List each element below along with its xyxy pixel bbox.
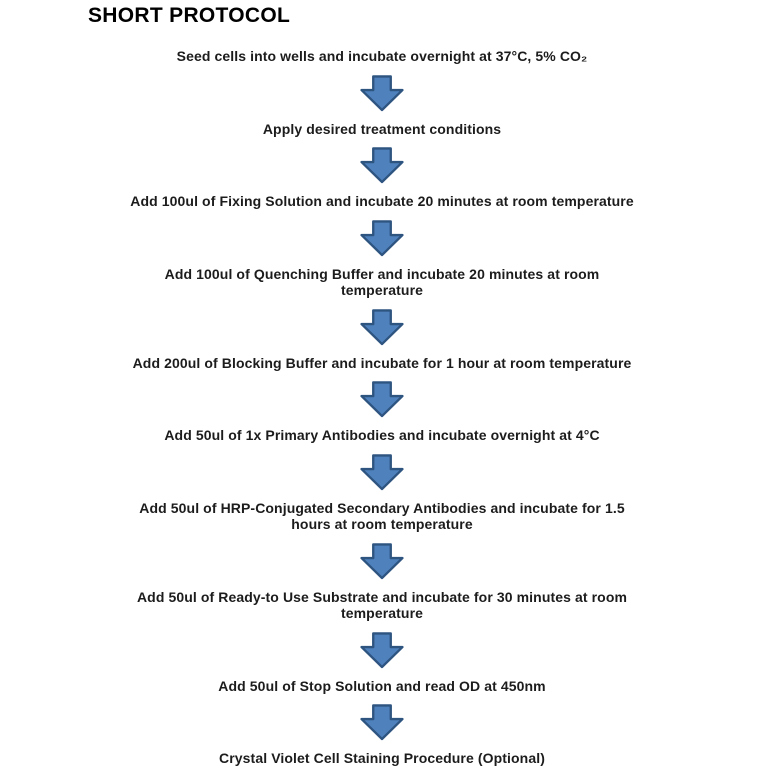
protocol-step: [0, 678, 764, 695]
down-arrow-icon: [359, 381, 405, 418]
protocol-step: [0, 500, 764, 533]
protocol-step-text: Seed cells into wells and incubate overnight at 37°C, 5% CO₂: [176, 48, 588, 64]
down-arrow-icon: [359, 309, 405, 346]
protocol-step: [0, 266, 764, 299]
down-arrow-icon: [359, 543, 405, 580]
down-arrow-icon: [359, 75, 405, 112]
protocol-step-text: Add 100ul of Quenching Buffer and incubate 20 minutes at room: [164, 265, 600, 282]
page-title: SHORT PROTOCOL: [88, 4, 291, 27]
down-arrow-icon: [359, 454, 405, 491]
down-arrow-icon: [359, 704, 405, 741]
protocol-step-text: temperature: [340, 282, 424, 298]
protocol-step: [0, 48, 764, 65]
protocol-step: [0, 121, 764, 138]
protocol-step-text: Apply desired treatment conditions: [262, 120, 502, 137]
protocol-step-text: Add 50ul of Ready-to Use Substrate and incubate for 30 minutes at room: [136, 588, 628, 605]
down-arrow-icon: [359, 147, 405, 184]
protocol-step-text: temperature: [340, 605, 424, 621]
protocol-step-text: hours at room temperature: [291, 516, 473, 532]
protocol-flowchart: [0, 48, 764, 767]
protocol-step: [0, 750, 764, 767]
down-arrow-icon: [359, 220, 405, 257]
protocol-page: [0, 5, 764, 767]
protocol-step-text: Add 50ul of Stop Solution and read OD at 450nm: [218, 677, 546, 694]
protocol-step: [0, 193, 764, 210]
protocol-step: [0, 355, 764, 372]
protocol-step-text: Add 200ul of Blocking Buffer and incubate for 1 hour at room temperature: [132, 354, 632, 371]
protocol-step-text: Add 50ul of 1x Primary Antibodies and incubate overnight at 4°C: [164, 427, 600, 443]
protocol-step-text: Add 100ul of Fixing Solution and incubate 20 minutes at room temperature: [130, 193, 634, 209]
protocol-step-text: Crystal Violet Cell Staining Procedure (Optional): [219, 750, 545, 766]
protocol-step: [0, 589, 764, 622]
protocol-step-text: Add 50ul of HRP-Conjugated Secondary Antibodies and incubate for 1.5: [139, 499, 625, 516]
protocol-step: [0, 427, 764, 444]
down-arrow-icon: [359, 632, 405, 669]
